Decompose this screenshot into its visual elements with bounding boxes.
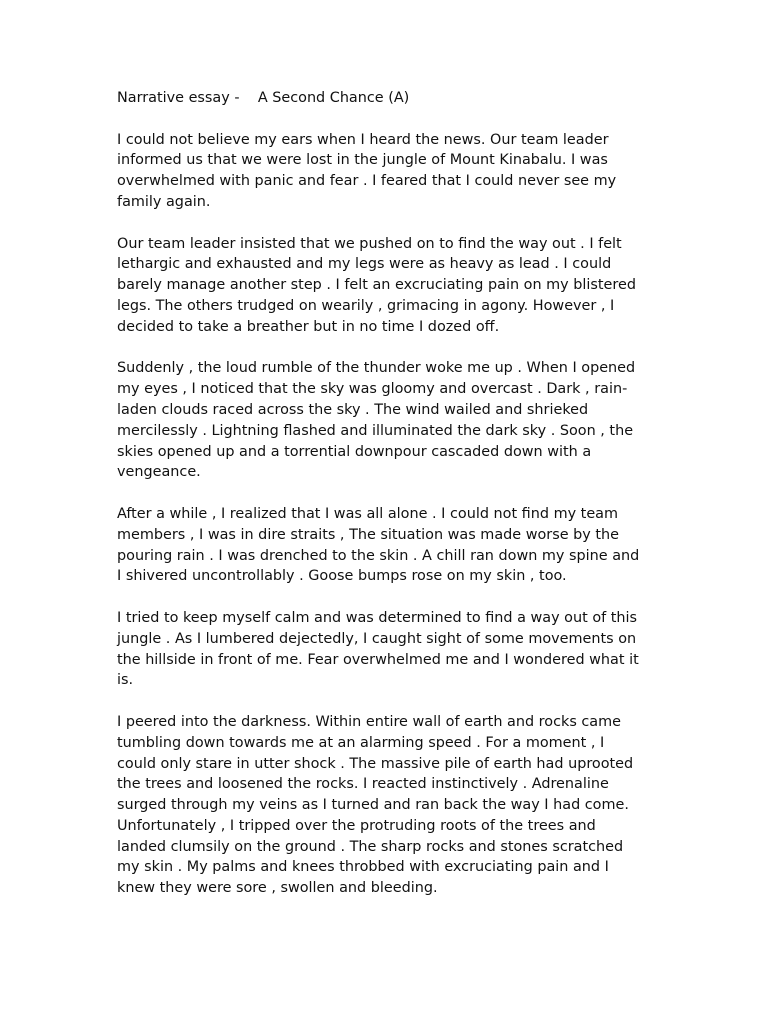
text-line: decided to take a breather but in no time I dozed off. bbox=[117, 318, 500, 335]
text-line: knew they were sore , swollen and bleeding. bbox=[117, 880, 438, 897]
text-line: skies opened up and a torrential downpour cascaded down with a bbox=[117, 443, 592, 460]
text-line: family again. bbox=[117, 193, 211, 210]
text-line: Our team leader insisted that we pushed on to find the way out . I felt bbox=[117, 235, 622, 252]
text-line: barely manage another step . I felt an excruciating pain on my blistered bbox=[117, 277, 636, 294]
text-line: pouring rain . I was drenched to the skin . A chill ran down my spine and bbox=[117, 547, 640, 564]
text-line: surged through my veins as I turned and ran back the way I had come. bbox=[117, 797, 629, 814]
text-line: Suddenly , the loud rumble of the thunder woke me up . When I opened bbox=[117, 360, 636, 377]
text-line: jungle . As I lumbered dejectedly, I caught sight of some movements on bbox=[117, 630, 637, 647]
text-line: overwhelmed with panic and fear . I feared that I could never see my bbox=[117, 173, 617, 190]
text-line: tumbling down towards me at an alarming speed . For a moment , I bbox=[117, 734, 605, 751]
paragraph-2 bbox=[117, 234, 657, 338]
paragraph-6 bbox=[117, 712, 657, 899]
text-line: After a while , I realized that I was all alone . I could not find my team bbox=[117, 505, 619, 522]
paragraph-5 bbox=[117, 608, 657, 691]
text-line: I could not believe my ears when I heard the news. Our team leader bbox=[117, 131, 609, 148]
text-line: I shivered uncontrollably . Goose bumps rose on my skin , too. bbox=[117, 568, 567, 585]
text-line: laden clouds raced across the sky . The wind wailed and shrieked bbox=[117, 401, 589, 418]
essay-body bbox=[117, 88, 657, 920]
text-line: my eyes , I noticed that the sky was gloomy and overcast . Dark , rain- bbox=[117, 381, 628, 398]
essay-title: Narrative essay - A Second Chance (A) bbox=[117, 90, 410, 106]
text-line: is. bbox=[117, 672, 134, 689]
text-line: vengeance. bbox=[117, 464, 201, 481]
paragraph-4 bbox=[117, 504, 657, 587]
text-line: the hillside in front of me. Fear overwhelmed me and I wondered what it bbox=[117, 651, 639, 668]
text-line: my skin . My palms and knees throbbed with excruciating pain and I bbox=[117, 859, 609, 876]
text-line: mercilessly . Lightning flashed and illuminated the dark sky . Soon , the bbox=[117, 422, 634, 439]
text-line: Unfortunately , I tripped over the protruding roots of the trees and bbox=[117, 817, 596, 834]
text-line: I tried to keep myself calm and was determined to find a way out of this bbox=[117, 609, 638, 626]
text-line: informed us that we were lost in the jungle of Mount Kinabalu. I was bbox=[117, 152, 608, 169]
text-line: the trees and loosened the rocks. I reacted instinctively . Adrenaline bbox=[117, 776, 609, 793]
text-line: lethargic and exhausted and my legs were as heavy as lead . I could bbox=[117, 256, 612, 273]
text-line: I peered into the darkness. Within entire wall of earth and rocks came bbox=[117, 713, 621, 730]
text-line: legs. The others trudged on wearily , grimacing in agony. However , I bbox=[117, 297, 615, 314]
text-line: members , I was in dire straits , The situation was made worse by the bbox=[117, 526, 619, 543]
text-line: could only stare in utter shock . The massive pile of earth had uprooted bbox=[117, 755, 634, 772]
text-line: landed clumsily on the ground . The sharp rocks and stones scratched bbox=[117, 838, 624, 855]
paragraph-1 bbox=[117, 130, 657, 213]
paragraph-3 bbox=[117, 358, 657, 483]
